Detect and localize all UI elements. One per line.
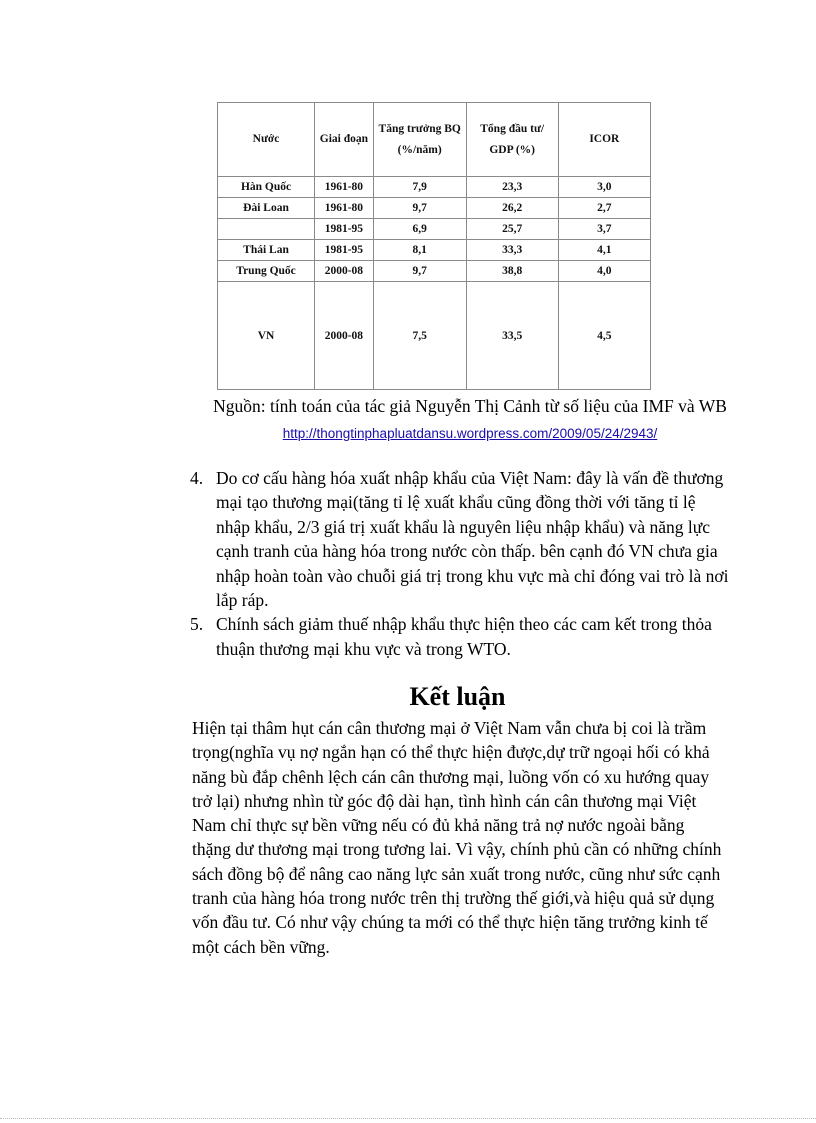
table-row: [218, 198, 651, 219]
conclusion-heading: Kết luận: [409, 682, 506, 711]
table-cell: 23,3: [466, 177, 558, 198]
table-cell: 2000-08: [315, 282, 374, 390]
source-link[interactable]: http://thongtinphapluatdansu.wordpress.com/2009/05/24/2943/: [282, 426, 658, 441]
table-cell: 9,7: [373, 261, 466, 282]
table-cell: 2000-08: [315, 261, 374, 282]
table-cell: Đài Loan: [218, 198, 315, 219]
table-cell: 4,0: [558, 261, 650, 282]
page-divider: [0, 1118, 816, 1119]
table-cell: 1961-80: [315, 177, 374, 198]
table-cell: 1961-80: [315, 198, 374, 219]
list-item-text: Chính sách giảm thuế nhập khẩu thực hiện theo các cam kết trong thỏa thuận thương mại khu vực và trong WTO.: [216, 614, 712, 659]
table-cell: Thái Lan: [218, 240, 315, 261]
table-cell: 38,8: [466, 261, 558, 282]
table-row: [218, 177, 651, 198]
header-investment: Tổng đầu tư/ GDP (%): [466, 103, 558, 177]
table-source-caption: [190, 393, 750, 447]
table-header-row: [218, 103, 651, 177]
numbered-list: [190, 466, 730, 661]
conclusion-paragraph: Hiện tại thâm hụt cán cân thương mại ở Việt Nam vẫn chưa bị coi là trầm trọng(nghĩa vụ nợ ngắn hạn có thể thực hiện được,dự trữ ngoại hối có khả năng bù đắp chênh lệch cán cân thương mại, luồng vốn có xu hướng quay trở lại) nhưng nhìn từ góc độ dài hạn, tình hình cán cân thương mại Việt Nam chỉ thực sự bền vững nếu có đủ khả năng trả nợ nước ngoài bằng thặng dư thương mại trong tương lai. Vì vậy, chính phủ cần có những chính sách đồng bộ để nâng cao năng lực sản xuất trong nước, cũng như sức cạnh tranh của hàng hóa trong nước trên thị trường thế giới,và hiệu quả sử dụng vốn đầu tư. Có như vậy chúng ta mới có thể thực hiện tăng trưởng kinh tế một cách bền vững.: [192, 718, 722, 957]
list-item-number: 4.: [190, 468, 204, 488]
table-cell: 1981-95: [315, 240, 374, 261]
source-text: Nguồn: tính toán của tác giả Nguyễn Thị Cảnh từ số liệu của IMF và WB: [213, 396, 727, 416]
table-row: [218, 240, 651, 261]
table-cell: 4,5: [558, 282, 650, 390]
table-cell: [218, 219, 315, 240]
list-item-number: 5.: [190, 614, 204, 635]
header-icor: ICOR: [558, 103, 650, 177]
table-cell: 4,1: [558, 240, 650, 261]
table-cell: 8,1: [373, 240, 466, 261]
statistics-table: [217, 102, 651, 390]
table-row: [218, 282, 651, 390]
table-cell: 3,7: [558, 219, 650, 240]
table-row: [218, 219, 651, 240]
table-cell: 7,9: [373, 177, 466, 198]
list-item: [190, 612, 730, 661]
table-cell: Trung Quốc: [218, 261, 315, 282]
table-row: [218, 261, 651, 282]
table-cell: VN: [218, 282, 315, 390]
table-cell: 6,9: [373, 219, 466, 240]
table-cell: 25,7: [466, 219, 558, 240]
header-period: Giai đoạn: [315, 103, 374, 177]
table-cell: 1981-95: [315, 219, 374, 240]
list-item: [190, 466, 730, 612]
list-item-text: Do cơ cấu hàng hóa xuất nhập khẩu của Việt Nam: đây là vấn đề thương mại tạo thương mại(tăng tỉ lệ xuất khẩu cũng đồng thời với tăng tỉ lệ nhập khẩu, 2/3 giá trị xuất khẩu là nguyên liệu nhập khẩu) và năng lực cạnh tranh của hàng hóa trong nước còn thấp. bên cạnh đó VN chưa gia nhập hoàn toàn vào chuỗi giá trị trong khu vực mà chỉ đóng vai trò là nơi lắp ráp.: [216, 468, 729, 611]
table-cell: 33,3: [466, 240, 558, 261]
table-cell: Hàn Quốc: [218, 177, 315, 198]
table-cell: 9,7: [373, 198, 466, 219]
table-cell: 2,7: [558, 198, 650, 219]
header-growth: Tăng trưởng BQ (%/năm): [373, 103, 466, 177]
table-cell: 26,2: [466, 198, 558, 219]
header-country: Nước: [218, 103, 315, 177]
table-cell: 7,5: [373, 282, 466, 390]
table-cell: 33,5: [466, 282, 558, 390]
table-cell: 3,0: [558, 177, 650, 198]
